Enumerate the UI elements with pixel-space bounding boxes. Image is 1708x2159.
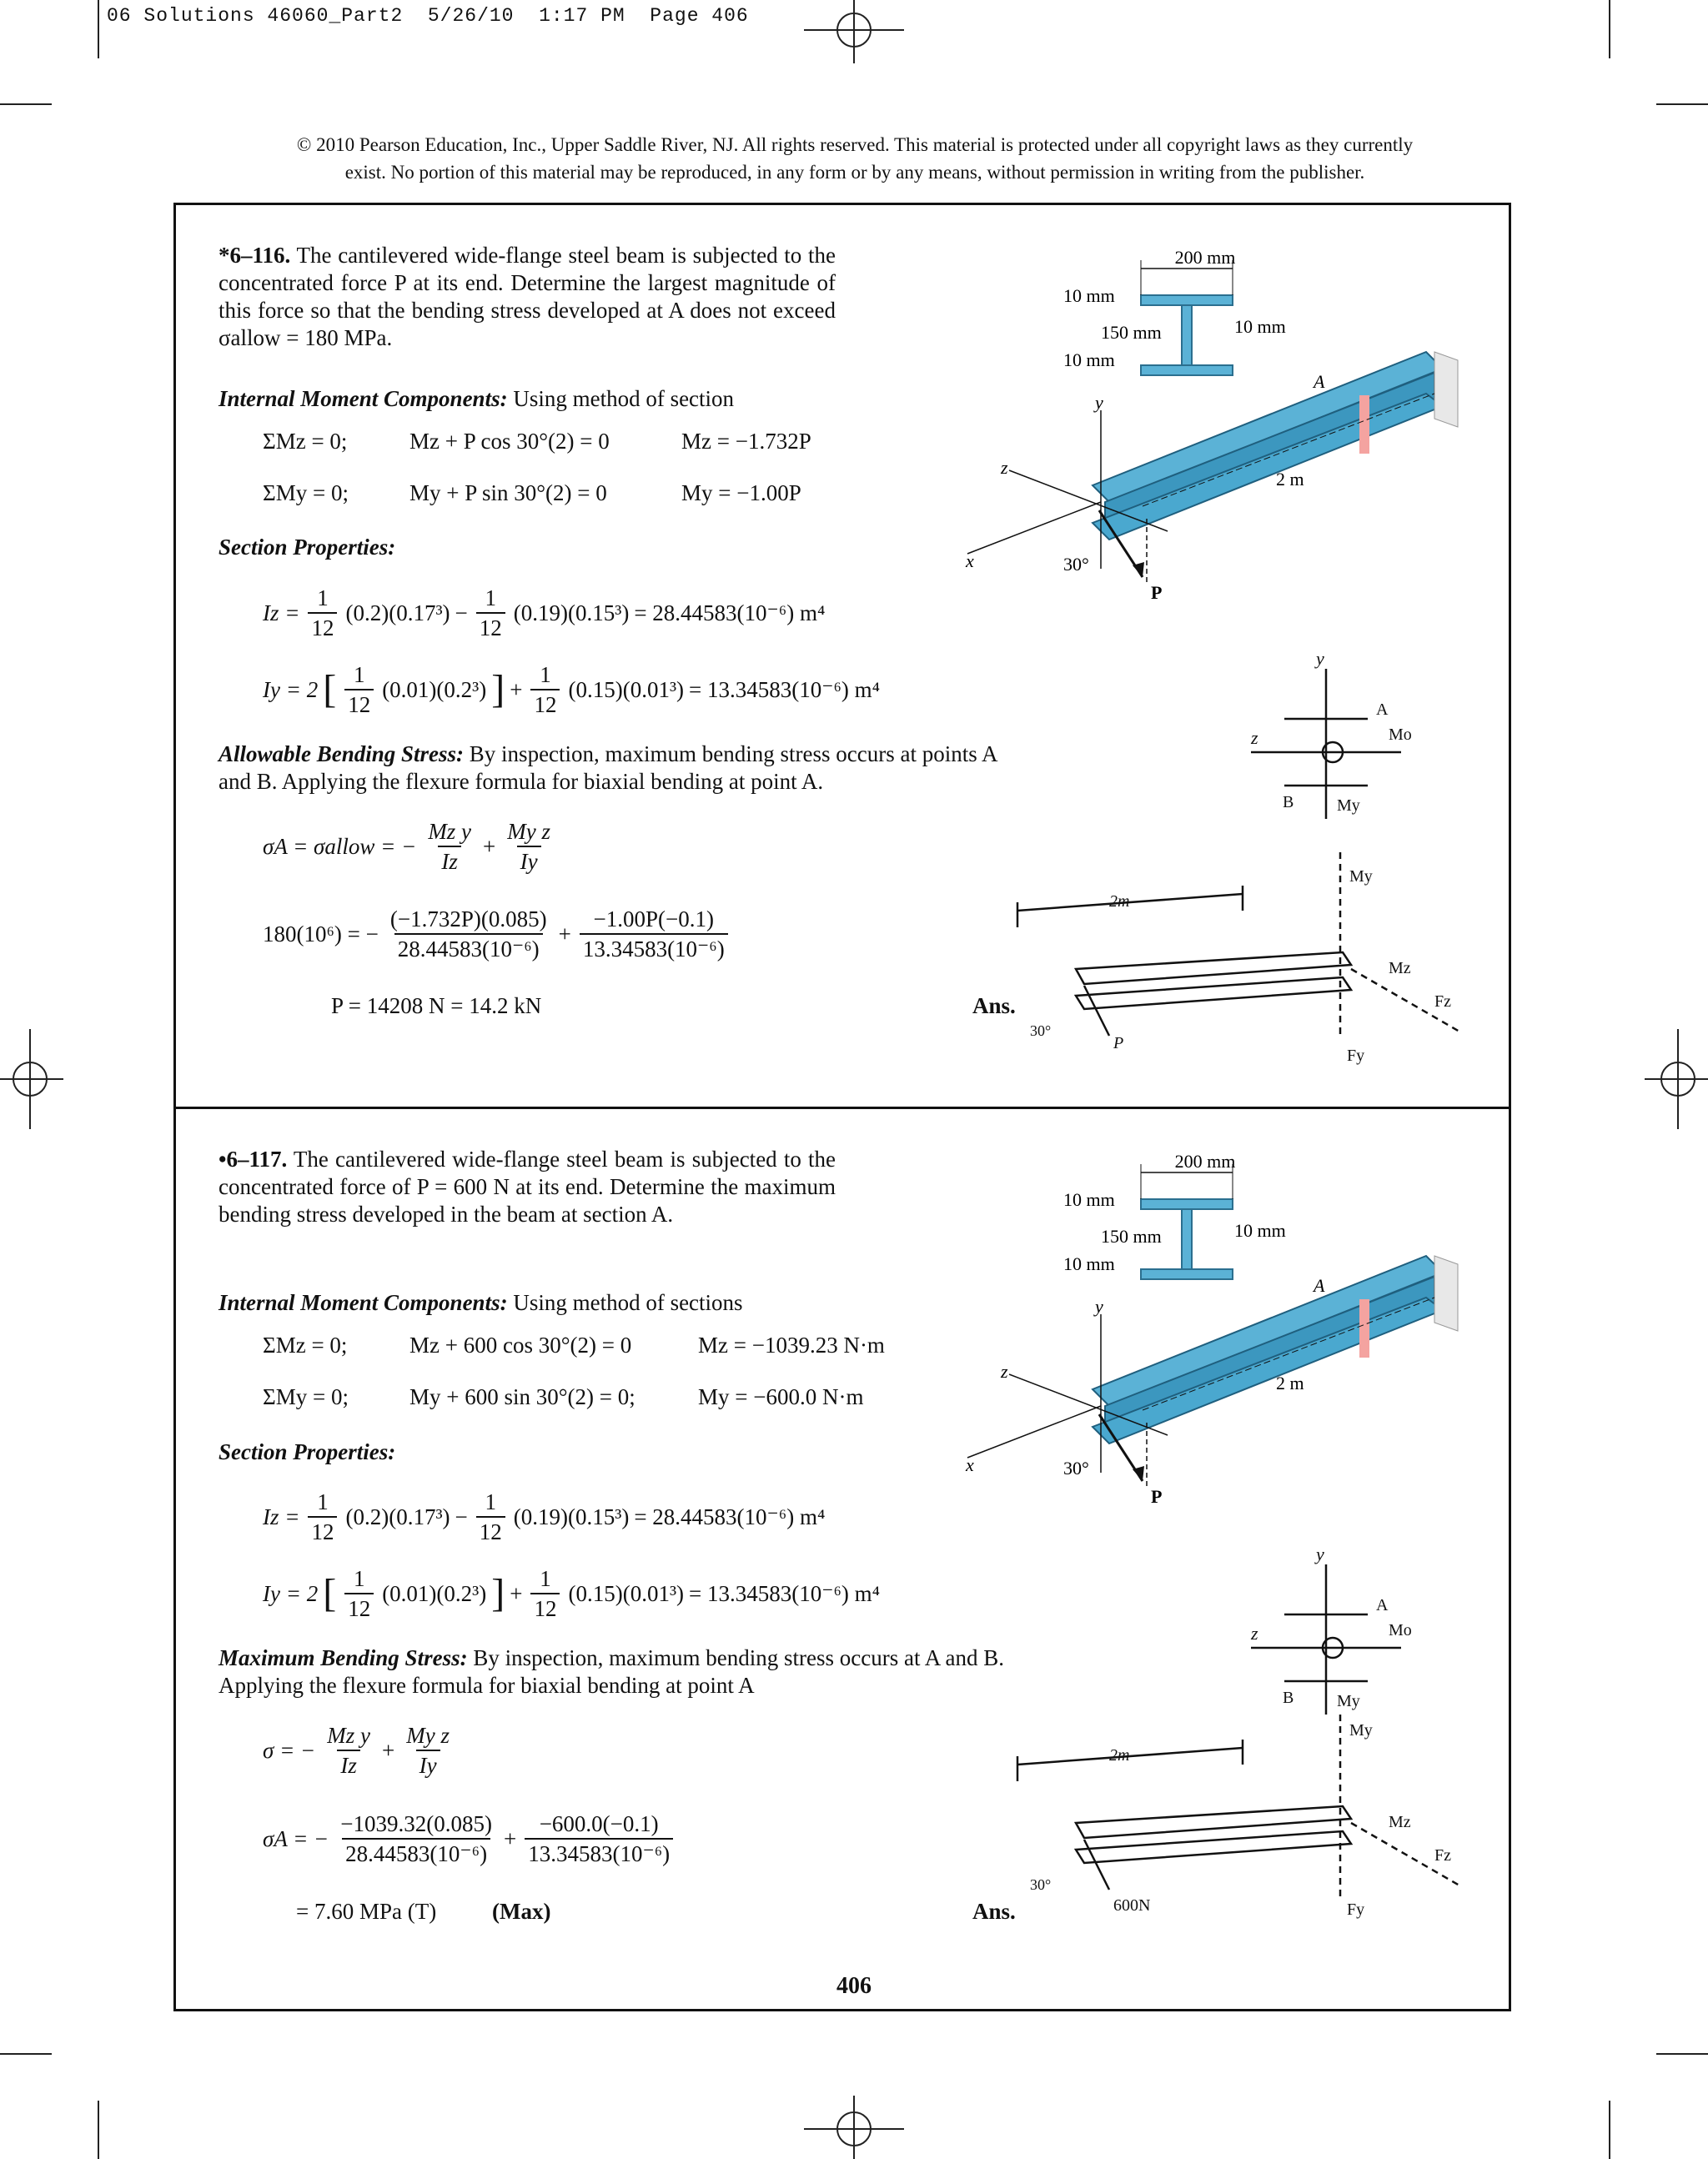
equation-iy: Iy = 2 [ $\frac{1}{12}$ (0.01)(0.2³) ] + $\frac{1}{12}$ (0.15)(0.01³) = 13.34583(10⁻⁶) m⁴: [263, 662, 881, 717]
eq-part: (0.01)(0.2³): [382, 676, 487, 702]
heading-text: Using method of section: [513, 386, 735, 411]
eq-lhs: σ = −: [263, 1737, 316, 1763]
fbd-z-label: z: [1251, 727, 1258, 748]
eq-part: Mz + P cos 30°(2) = 0: [409, 429, 610, 454]
dim-web-thickness-label: 10 mm: [1234, 1220, 1286, 1241]
fbd-length-label: 2m: [1109, 1746, 1130, 1765]
beam-3d-figure: [965, 352, 1458, 603]
eq-part: My + P sin 30°(2) = 0: [409, 480, 607, 505]
equation-sigma-substituted: σA = − $\frac{-1039.32(0.085)}{\text{28.44583(10⁻⁶)}}$ + $\frac{-600.0(-0.1)}{\text{13.34583(10⁻⁶)}}$: [263, 1810, 676, 1868]
force-label: P: [1151, 582, 1163, 603]
top-flange: [1141, 1199, 1233, 1209]
eq-result: = 28.44583(10⁻⁶) m⁴: [634, 1504, 826, 1529]
fraction: $\frac{\text{Mz y}}{Iz}$: [327, 1723, 370, 1778]
equation-sigma-substituted: 180(10⁶) = − $\frac{(-1.732P)(0.085)}{\text{28.44583(10⁻⁶)}}$ + $\frac{-1.00P(-0.1)}{\text{13.34583(10⁻⁶)}}$: [263, 905, 731, 963]
equation-sum-mz: [263, 429, 811, 454]
heading-text: By inspection, maximum bending stress occurs at points A and B. Applying the flexure formula for biaxial bending at point A.: [219, 741, 997, 794]
equation-sum-my: [263, 480, 801, 506]
point-a-label: A: [1314, 371, 1325, 392]
equation-iz: Iz = $\frac{1}{12}$ (0.2)(0.17³) − $\frac{1}{12}$ (0.19)(0.15³) = 28.44583(10⁻⁶) m⁴: [263, 1489, 826, 1544]
fraction: $\frac{1}{12}$: [476, 584, 505, 642]
stress-section: [219, 1644, 1019, 1700]
section-a-marker: [1359, 1299, 1369, 1358]
eq-part: (0.19)(0.15³): [513, 600, 630, 625]
fbd-mz-label: Mz: [1389, 959, 1411, 977]
fraction: $\frac{1}{12}$: [308, 1488, 337, 1546]
copyright-line-2: exist. No portion of this material may be reproduced, in any form or by any means, without permission in writing from the publisher.: [344, 162, 1365, 183]
dim-width-label: 200 mm: [1174, 1151, 1236, 1172]
eq-part: ΣMz = 0;: [263, 1333, 348, 1358]
fraction: $\frac{-1.00P(-0.1)}{\text{13.34583(10⁻⁶)}}$: [580, 905, 728, 963]
bottom-flange: [1141, 1269, 1233, 1279]
eq-part: (0.15)(0.01³): [568, 676, 685, 702]
bottom-flange: [1141, 365, 1233, 375]
fbd-beam-sketch: [1017, 852, 1459, 1065]
z-axis-label: z: [1001, 457, 1008, 478]
z-axis-label: z: [1001, 1361, 1008, 1382]
fraction: $\frac{1}{12}$: [308, 584, 337, 642]
fbd-fz-label: Fz: [1434, 992, 1451, 1011]
eq-result: = 28.44583(10⁻⁶) m⁴: [634, 600, 826, 625]
eq-result: = 13.34583(10⁻⁶) m⁴: [689, 676, 881, 702]
fraction: $\frac{-600.0(-0.1)}{\text{13.34583(10⁻⁶)}}$: [525, 1810, 673, 1868]
eq-part: Mz = −1039.23 N·m: [698, 1333, 885, 1358]
fraction: $\frac{1}{12}$: [344, 660, 374, 719]
eq-part: (0.15)(0.01³): [568, 1580, 685, 1606]
copyright-line-1: © 2010 Pearson Education, Inc., Upper Saddle River, NJ. All rights reserved. This material is protected under all copyright laws as they currently: [296, 134, 1414, 155]
cross-section-figure: [1063, 1151, 1286, 1279]
problem-text: The cantilevered wide-flange steel beam is subjected to the concentrated force P at its end. Determine the largest magnitude of this force so that the bending stress developed at A does not exceed σallow = 180 MPa.: [219, 243, 836, 350]
x-axis-label: x: [966, 1454, 974, 1475]
beam-figure-116: [934, 235, 1501, 1094]
eq-part: My = −600.0 N·m: [698, 1384, 864, 1409]
fbd-my-label: My: [1337, 1692, 1360, 1710]
eq-lhs: Iz =: [263, 600, 300, 625]
answer-value: P = 14208 N = 14.2 kN: [331, 993, 542, 1018]
eq-part: My + 600 sin 30°(2) = 0;: [409, 1384, 635, 1409]
heading: Internal Moment Components:: [219, 1290, 508, 1315]
problem-statement-116: [219, 242, 836, 352]
equation-iz: Iz = $\frac{1}{12}$ (0.2)(0.17³) − $\frac{1}{12}$ (0.19)(0.15³) = 28.44583(10⁻⁶) m⁴: [263, 585, 826, 640]
eq-lhs: 180(10⁶) = −: [263, 921, 379, 946]
fbd-fy-label: Fy: [1347, 1900, 1365, 1919]
beam-figure-117: [934, 1139, 1501, 1940]
section-a-marker: [1359, 395, 1369, 454]
fbd-y-label: y: [1316, 648, 1324, 669]
wall-support: [1434, 352, 1458, 427]
fbd-z-label: z: [1251, 1623, 1258, 1644]
moment-section: [219, 385, 734, 413]
equation-iy: Iy = 2 [ $\frac{1}{12}$ (0.01)(0.2³) ] + $\frac{1}{12}$ (0.15)(0.01³) = 13.34583(10⁻⁶) m⁴: [263, 1566, 881, 1621]
angle-label: 30°: [1063, 554, 1089, 575]
y-axis-label: y: [1095, 1296, 1103, 1317]
eq-part: Mz = −1.732P: [681, 429, 811, 454]
fbd-my-label: My: [1349, 867, 1373, 886]
equation-sum-my: [263, 1384, 863, 1410]
fbd-section-sketch: [1250, 648, 1412, 819]
fraction: $\frac{(-1.732P)(0.085)}{\text{28.44583(10⁻⁶)}}$: [389, 906, 547, 962]
eq-part: ΣMy = 0;: [263, 1384, 349, 1409]
printer-slug: 06 Solutions 46060_Part2 5/26/10 1:17 PM Page 406: [107, 5, 749, 27]
fbd-fz-label: Fz: [1434, 1846, 1451, 1865]
fraction: $\frac{1}{12}$: [530, 1564, 560, 1623]
problem-statement-117: [219, 1146, 836, 1228]
fbd-mz-label: Mz: [1389, 1813, 1411, 1831]
answer-label: Ans.: [972, 1899, 1016, 1924]
problem-number: *6–116.: [219, 243, 291, 268]
eq-lhs: Iz =: [263, 1504, 300, 1529]
eq-part: ΣMy = 0;: [263, 480, 349, 505]
eq-lhs: σA = σallow = −: [263, 833, 417, 859]
fbd-my-label: My: [1349, 1721, 1373, 1740]
fbd-my-label: My: [1337, 796, 1360, 815]
fbd-mo-label: Mo: [1389, 1621, 1412, 1639]
answer-label: Ans.: [972, 993, 1016, 1018]
length-label: 2 m: [1276, 469, 1304, 490]
fbd-y-label: y: [1316, 1544, 1324, 1564]
heading-text: By inspection, maximum bending stress occurs at A and B. Applying the flexure formula for biaxial bending at point A: [219, 1645, 1005, 1698]
heading: Internal Moment Components:: [219, 386, 508, 411]
fbd-b-label: B: [1283, 1689, 1294, 1707]
dim-web-label: 150 mm: [1101, 322, 1162, 343]
fraction: $\frac{1}{12}$: [344, 1564, 374, 1623]
eq-part: (0.01)(0.2³): [382, 1580, 487, 1606]
fbd-a-label: A: [1376, 1596, 1389, 1614]
answer-tag: (Max): [491, 1899, 551, 1924]
section-properties-heading: Section Properties:: [219, 1439, 396, 1464]
eq-result: = 13.34583(10⁻⁶) m⁴: [689, 1580, 881, 1606]
web: [1182, 1209, 1192, 1269]
answer-text: = 7.60 MPa (T): [296, 1899, 437, 1924]
fbd-a-label: A: [1376, 700, 1389, 719]
length-label: 2 m: [1276, 1373, 1304, 1393]
top-flange: [1141, 295, 1233, 305]
equation-sigma-formula: σA = σallow = − $\frac{\text{Mz y}}{Iz}$ + $\frac{\text{My z}}{Iy}$: [263, 817, 557, 876]
fraction: $\frac{1}{12}$: [530, 660, 560, 719]
fbd-mo-label: Mo: [1389, 726, 1412, 744]
dim-flange-top-label: 10 mm: [1063, 1189, 1115, 1210]
fbd-force-label: P: [1113, 1034, 1124, 1052]
fraction: $\frac{\text{My z}}{Iy}$: [507, 819, 551, 874]
fbd-force-label: 600N: [1113, 1896, 1151, 1915]
section-properties-heading: Section Properties:: [219, 535, 396, 560]
heading: Allowable Bending Stress:: [219, 741, 465, 766]
point-a-label: A: [1314, 1275, 1325, 1296]
dim-flange-top-label: 10 mm: [1063, 285, 1115, 306]
fraction: $\frac{-1039.32(0.085)}{\text{28.44583(10⁻⁶)}}$: [340, 1811, 492, 1866]
eq-part: My = −1.00P: [681, 480, 801, 505]
fbd-section-sketch: [1250, 1544, 1412, 1715]
eq-part: (0.2)(0.17³): [345, 600, 450, 625]
eq-lhs: Iy = 2: [263, 1580, 319, 1606]
stress-section: [219, 741, 1019, 796]
moment-section: [219, 1289, 743, 1317]
dim-web-thickness-label: 10 mm: [1234, 316, 1286, 337]
x-axis: [967, 502, 1101, 554]
fraction: $\frac{\text{Mz y}}{Iz}$: [428, 819, 472, 874]
x-axis-label: x: [966, 550, 974, 571]
eq-part: Mz + 600 cos 30°(2) = 0: [409, 1333, 632, 1358]
copyright-notice: [167, 131, 1543, 186]
fbd-length-label: 2m: [1109, 892, 1130, 911]
cross-section-figure: [1063, 247, 1286, 375]
fbd-angle-label: 30°: [1030, 1022, 1052, 1039]
dim-flange-bottom-label: 10 mm: [1063, 349, 1115, 370]
eq-part: (0.2)(0.17³): [345, 1504, 450, 1529]
eq-part: (0.19)(0.15³): [513, 1504, 630, 1529]
fraction: $\frac{\text{My z}}{Iy}$: [406, 1723, 450, 1778]
problem-number: •6–117.: [219, 1147, 288, 1172]
dim-width-label: 200 mm: [1174, 247, 1236, 268]
page-number: 406: [836, 1973, 872, 1999]
force-label: P: [1151, 1486, 1163, 1507]
web: [1182, 305, 1192, 365]
dim-flange-bottom-label: 10 mm: [1063, 1253, 1115, 1274]
equation-sigma-formula: σ = − $\frac{\text{Mz y}}{Iz}$ + $\frac{\text{My z}}{Iy}$: [263, 1721, 456, 1780]
eq-lhs: σA = −: [263, 1825, 329, 1851]
beam-3d-figure: [965, 1256, 1458, 1507]
y-axis-label: y: [1095, 392, 1103, 413]
answer-value: [296, 1898, 550, 1926]
fbd-fy-label: Fy: [1347, 1047, 1365, 1065]
eq-lhs: Iy = 2: [263, 676, 319, 702]
x-axis: [967, 1406, 1101, 1458]
heading-text: Using method of sections: [513, 1290, 743, 1315]
dim-web-label: 150 mm: [1101, 1226, 1162, 1247]
wall-support: [1434, 1256, 1458, 1331]
equation-sum-mz: [263, 1333, 885, 1358]
eq-part: ΣMz = 0;: [263, 429, 348, 454]
fbd-beam-sketch: [1017, 1715, 1459, 1919]
angle-label: 30°: [1063, 1458, 1089, 1479]
fbd-angle-label: 30°: [1030, 1876, 1052, 1893]
fraction: $\frac{1}{12}$: [476, 1488, 505, 1546]
problem-text: The cantilevered wide-flange steel beam is subjected to the concentrated force of P = 600 N at its end. Determine the maximum bending stress developed in the beam at section A.: [219, 1147, 836, 1227]
fbd-b-label: B: [1283, 793, 1294, 811]
heading: Maximum Bending Stress:: [219, 1645, 468, 1670]
